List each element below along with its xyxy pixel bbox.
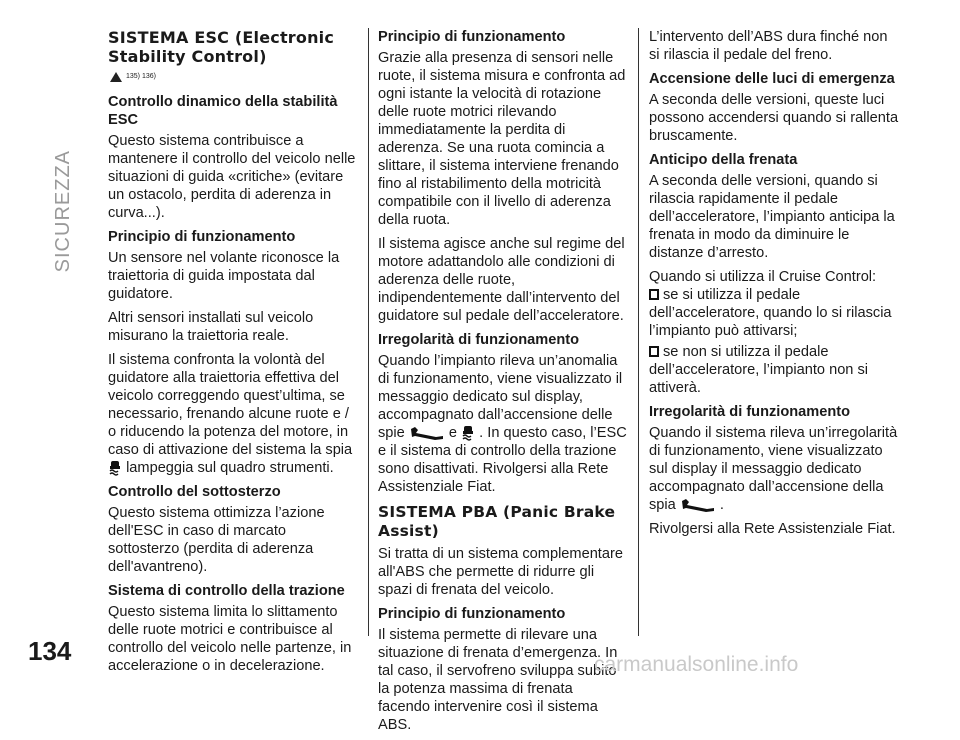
principio-3-end: lampeggia sul quadro strumenti. <box>126 460 334 476</box>
section-title-pba: SISTEMA PBA (Panic Brake Assist) <box>378 503 616 540</box>
paragraph-rete: Rivolgersi alla Rete Assistenziale Fiat. <box>649 521 896 537</box>
irregolarita-and: e <box>448 425 458 441</box>
irregolarita-text: Quando l’impianto rileva un’anomalia di funzionamento, viene visualizzato il messaggio dedicato sul display, accompagnato dall’accensione delle spie <box>378 353 623 441</box>
heading-anticipo: Anticipo della frenata <box>649 152 798 168</box>
column-3 <box>649 28 901 544</box>
refs-text: 135) 136) <box>126 73 156 80</box>
section-title-esc: SISTEMA ESC (Electronic Stability Control) <box>108 28 335 66</box>
paragraph-sottosterzo: Questo sistema ottimizza l’azione dell'ESC in caso di marcato sottosterzo (perdita di aderenza dell'avantreno). <box>108 505 325 575</box>
paragraph-pba: Si tratta di un sistema complementare all'ABS che permette di ridurre gli spazi di frenata del veicolo. <box>378 546 623 598</box>
page-number: 134 <box>28 636 72 666</box>
paragraph-principio-2: Altri sensori installati sul veicolo misurano la traiettoria reale. <box>108 310 314 344</box>
heading-principio-pba: Principio di funzionamento <box>378 606 566 622</box>
heading-principio-2: Principio di funzionamento <box>378 29 566 45</box>
paragraph-emergenza: A seconda delle versioni, queste luci possono accendersi quando si rallenta bruscamente. <box>649 92 899 144</box>
paragraph-irregolarita-c3 <box>649 424 901 514</box>
column-divider-2 <box>638 28 639 636</box>
paragraph-principio-pba: Il sistema permette di rilevare una situazione di frenata d’emergenza. In tal caso, il servofreno sviluppa subito la potenza massima di frenata facendo intervenire così il sistema ABS. <box>378 627 618 733</box>
column-2 <box>378 28 628 740</box>
esc-skid-icon <box>108 460 122 476</box>
paragraph-abs: L’intervento dell’ABS dura finché non si rilascia il pedale del freno. <box>649 29 888 63</box>
cruise-text: Quando si utilizza il Cruise Control: <box>649 269 877 285</box>
heading-sottosterzo: Controllo del sottosterzo <box>108 484 281 500</box>
paragraph-principio-1: Un sensore nel volante riconosce la traiettoria di guida impostata dal guidatore. <box>108 250 340 302</box>
paragraph-cruise <box>649 268 901 304</box>
paragraph-bullet-1: dell’acceleratore, quando lo si rilascia l’impianto può attivarsi; <box>649 305 892 339</box>
paragraph-controllo: Questo sistema contribuisce a mantenere il controllo del veicolo nelle situazioni di guida «critiche» (evitare un ostacolo, perdita di aderenza in curva...). <box>108 133 356 221</box>
heading-irregolarita-c3: Irregolarità di funzionamento <box>649 404 851 420</box>
paragraph-principio-c2-2: Il sistema agisce anche sul regime del motore adattandolo alle condizioni di aderenza delle ruote, indipendentemente dall’intervento del guidatore sul pedale dell’acceleratore. <box>378 236 625 324</box>
paragraph-anticipo: A seconda delle versioni, quando si rilascia rapidamente il pedale dell’acceleratore, l’impianto anticipa la frenata in modo da diminuire le distanze d’arresto. <box>649 173 895 261</box>
section-side-label: SICUREZZA <box>52 150 74 273</box>
paragraph-principio-3 <box>108 351 358 477</box>
irregolarita-end: . In questo caso, l’ESC e il sistema di controllo della trazione sono disattivati. Rivolgersi alla Rete Assistenziale Fiat. <box>378 425 627 495</box>
paragraph-principio-c2-1: Grazie alla presenza di sensori nelle ruote, il sistema misura e confronta ad ogni istante la velocità di rotazione delle ruote motrici rilevando immediatamente la perdita di aderenza. Se una ruota comincia a slittare, il sistema interviene frenando fino al ristabilimento della motricità compatibile con il livello di aderenza della ruota. <box>378 50 626 228</box>
paragraph-bullet-2-start <box>649 343 901 361</box>
esc-skid-icon <box>461 425 475 441</box>
heading-irregolarita: Irregolarità di funzionamento <box>378 332 580 348</box>
paragraph-bullet-2: dell’acceleratore, l’impianto non si attiverà. <box>649 362 869 396</box>
bullet-2-start: se non si utilizza il pedale <box>663 344 829 360</box>
heading-trazione: Sistema di controllo della trazione <box>108 583 345 599</box>
checkbox-bullet-icon <box>649 289 659 300</box>
heading-controllo-dinamico: Controllo dinamico della stabilità ESC <box>108 94 338 128</box>
paragraph-trazione: Questo sistema limita lo slittamento delle ruote motrici e contribuisce al controllo del veicolo nelle partenze, in accelerazione o in decelerazione. <box>108 604 352 674</box>
heading-principio: Principio di funzionamento <box>108 229 296 245</box>
column-divider-1 <box>368 28 369 636</box>
irregolarita-c3-end: . <box>719 497 724 513</box>
warning-triangle-icon <box>110 72 122 82</box>
watermark: carmanualsonline.info <box>594 653 799 676</box>
warning-refs <box>110 68 358 86</box>
column-1 <box>108 28 358 681</box>
bullet-1-start: se si utilizza il pedale <box>663 287 801 303</box>
paragraph-irregolarita <box>378 352 628 496</box>
principio-3-text: Il sistema confronta la volontà del guidatore alla traiettoria effettiva del veicolo correggendo quest’ultima, se necessario, frenando alcune ruote e / o riducendo la potenza del motore, in caso di attivazione del sistema la spia <box>108 352 353 458</box>
irregolarita-c3-text: Quando il sistema rileva un’irregolarità di funzionamento, viene visualizzato sul display il messaggio dedicato accompagnato dall’accensione della spia <box>649 425 898 513</box>
checkbox-bullet-icon <box>649 346 659 357</box>
wrench-icon <box>409 426 445 440</box>
wrench-icon <box>680 498 716 512</box>
heading-emergenza: Accensione delle luci di emergenza <box>649 71 895 87</box>
